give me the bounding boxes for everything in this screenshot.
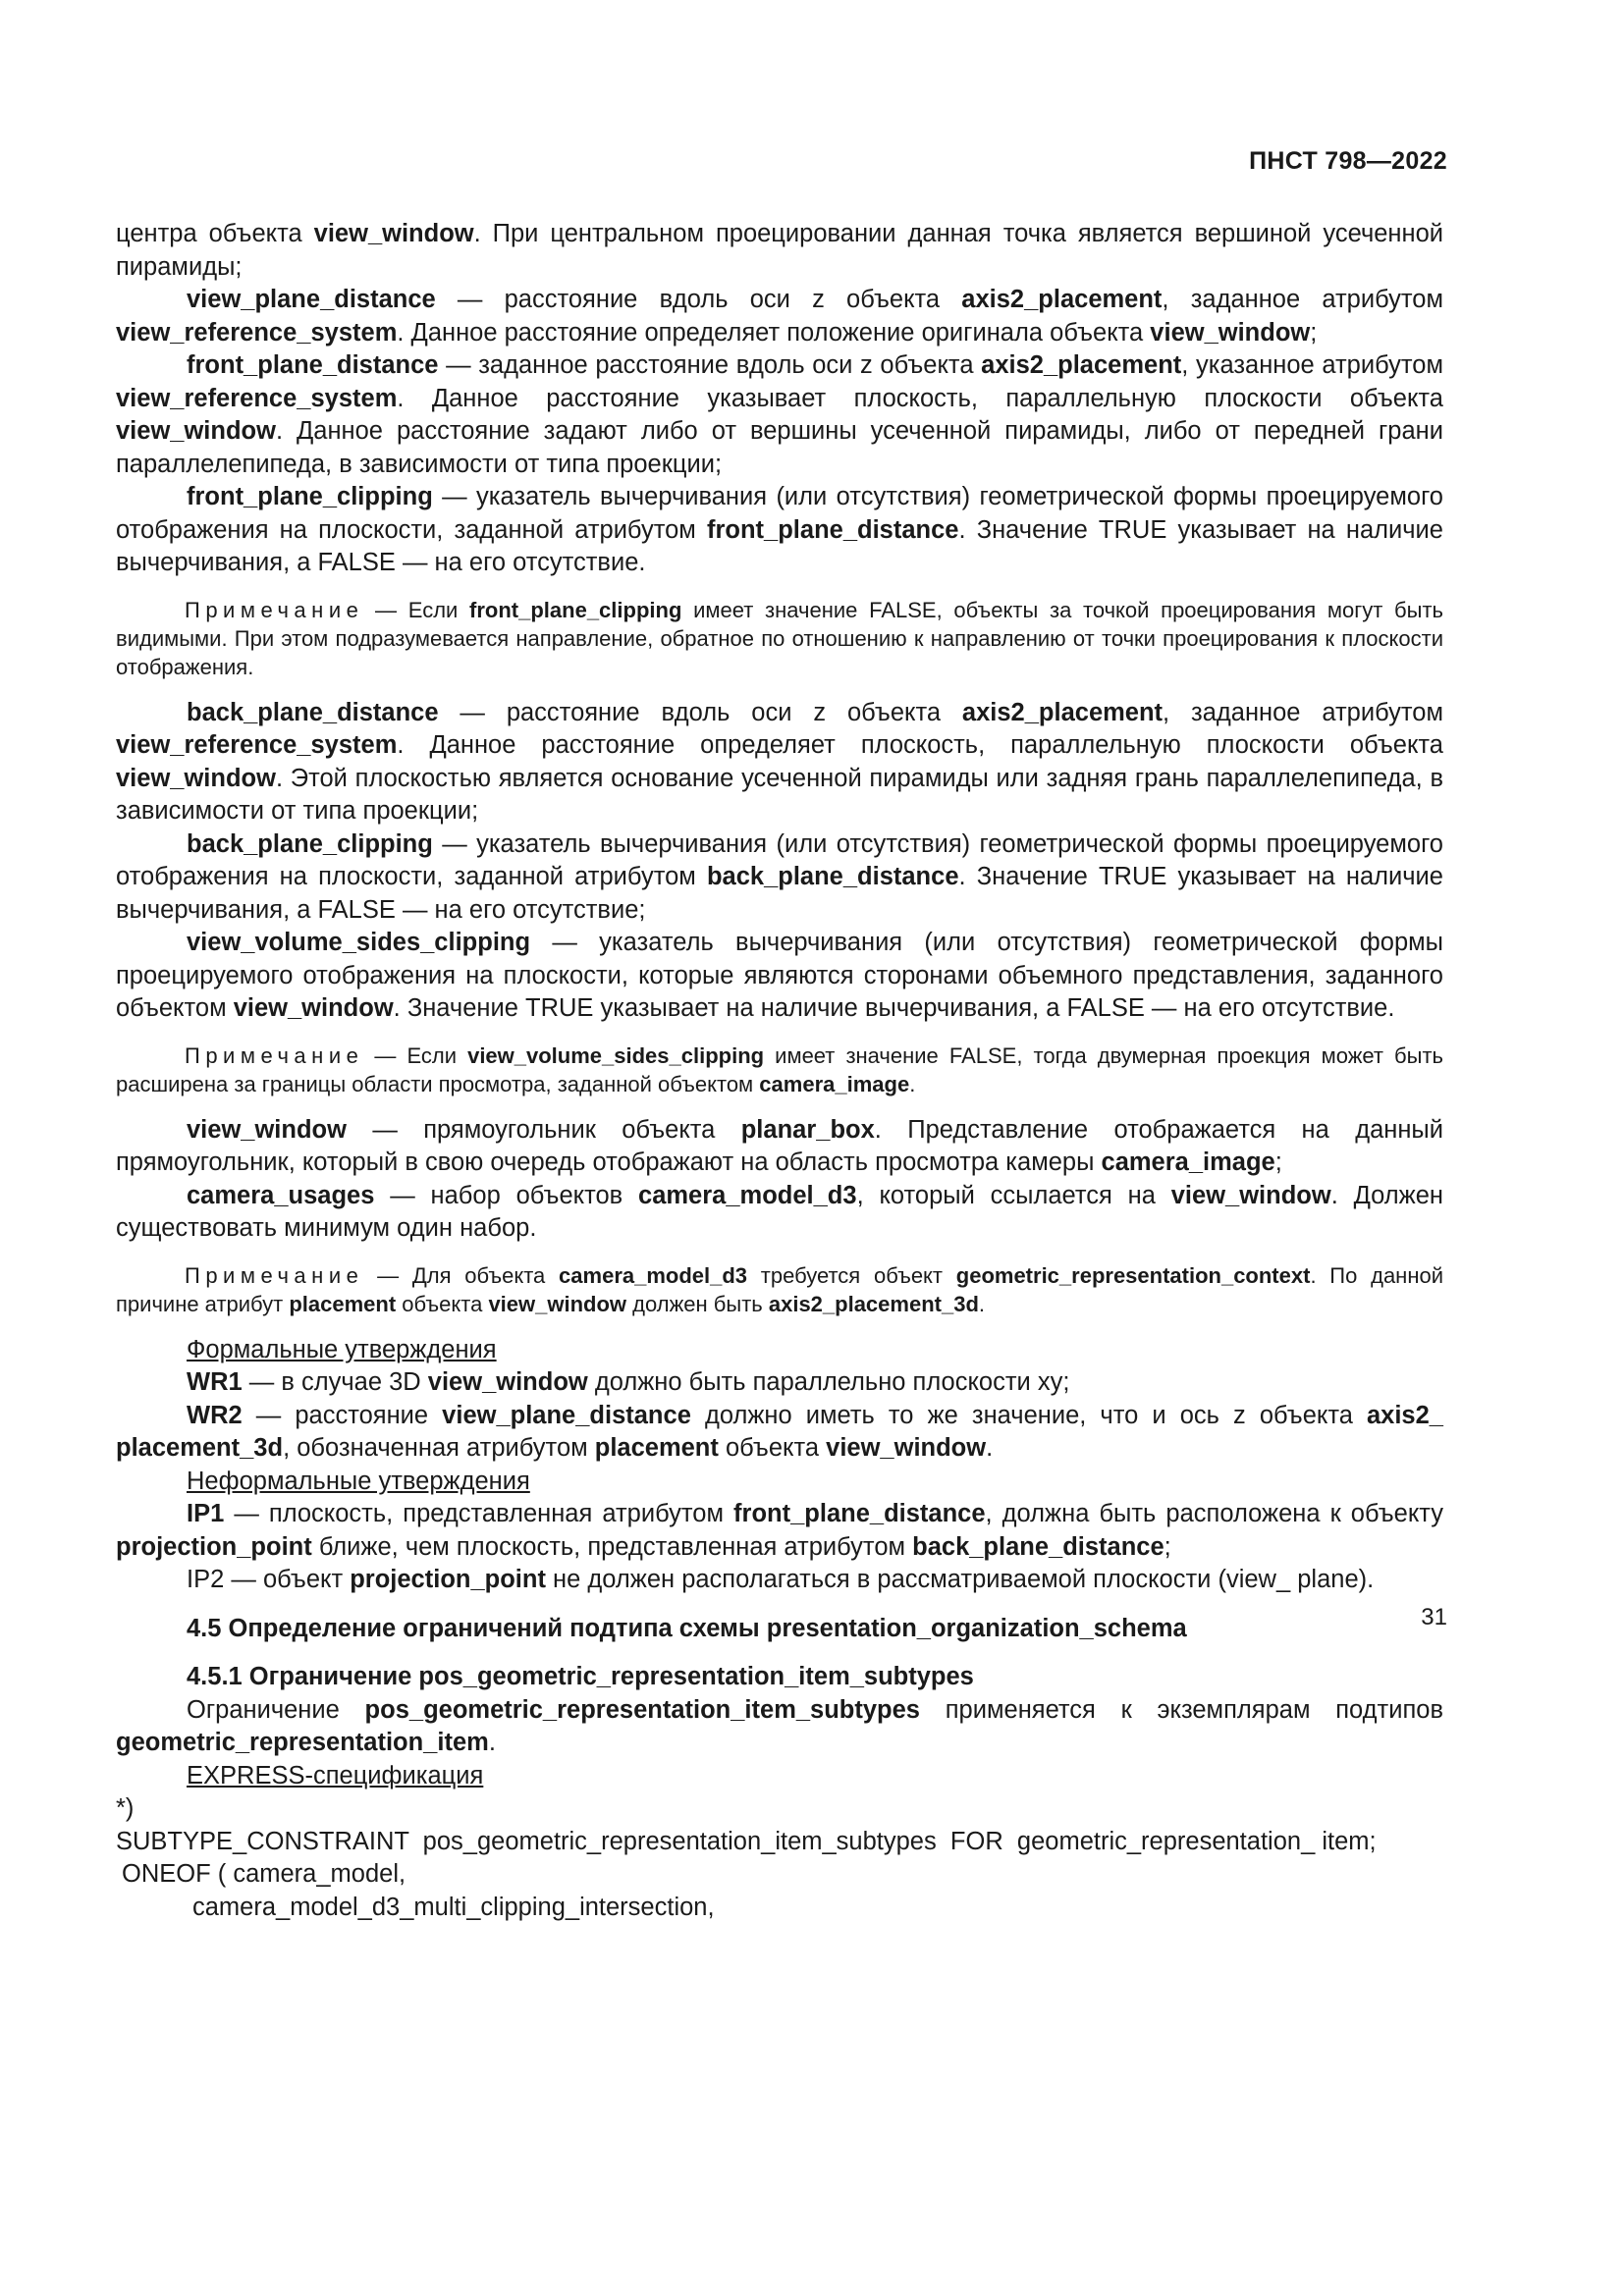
paragraph-front-plane-distance: front_plane_distance — заданное расстояние вдоль оси z объекта axis2_placement, указанное атрибутом view_reference_system. Данное расстояние указывает плоскость, параллельную плоскости объекта view_window. Данное расстояние задают либо от вершины усеченной пирамиды, либо от передней грани параллелепипеда, в зависимости от типа проекции; [116,351,1443,478]
express-spec-heading: EXPRESS-спецификация [187,1761,484,1789]
section-heading-4-5: 4.5 Определение ограничений подтипа схемы presentation_organization_schema [187,1614,1187,1642]
paragraph-continuation: центра объекта view_window. При центральном проецировании данная точка является вершиной усеченной пирамиды; [116,220,1444,281]
rule-wr1: WR1 — в случае 3D view_window должно быть параллельно плоскости xy; [187,1368,1070,1396]
section-heading-4-5-1: 4.5.1 Ограничение pos_geometric_representation_item_subtypes [187,1663,974,1690]
paragraph-constraint-description: Ограничение pos_geometric_representation_item_subtypes применяется к экземплярам подтипов geometric_representation_item. [116,1695,1443,1756]
page-number: 31 [1421,1604,1447,1630]
note-label: Примечание [185,1042,364,1068]
informal-statements-heading: Неформальные утверждения [187,1467,530,1495]
code-line-1: *) [116,1794,135,1822]
paragraph-view-volume-sides-clipping: view_volume_sides_clipping — указатель вычерчивания (или отсутствия) геометрической формы проецируемого отображения на плоскости, которые являются сторонами объемного представления, заданного объектом view_window. Значение TRUE указывает на наличие вычерчивания, а FALSE — на его отсутствие. [116,929,1443,1022]
note-2 [116,1041,1443,1098]
paragraph-front-plane-clipping: front_plane_clipping — указатель вычерчивания (или отсутствия) геометрической формы проецируемого отображения на плоскости, заданной атрибутом front_plane_distance. Значение TRUE указывает на наличие вычерчивания, а FALSE — на его отсутствие. [116,483,1443,576]
paragraph-back-plane-clipping: back_plane_clipping — указатель вычерчивания (или отсутствия) геометрической формы проецируемого отображения на плоскости, заданной атрибутом back_plane_distance. Значение TRUE указывает на наличие вычерчивания, а FALSE — на его отсутствие; [116,829,1443,924]
note-label: Примечание [185,1262,364,1288]
note-3 [116,1261,1443,1318]
code-line-4: camera_model_d3_multi_clipping_intersection, [192,1893,715,1921]
page-content [116,218,1443,1924]
note-text: — Для объекта camera_model_d3 требуется объект geometric_representation_context. По данной причине атрибут placement объекта view_window должен быть axis2_placement_3d. [116,1262,1443,1316]
standard-id: ПНСТ 798—2022 [1249,147,1447,175]
note-1 [116,596,1443,681]
paragraph-back-plane-distance: back_plane_distance — расстояние вдоль оси z объекта axis2_placement, заданное атрибутом view_reference_system. Данное расстояние определяет плоскость, параллельную плоскости объекта view_window. Этой плоскостью является основание усеченной пирамиды или задняя грань параллелепипеда, в зависимости от типа проекции; [116,698,1443,825]
formal-statements-heading: Формальные утверждения [187,1335,497,1363]
code-line-3: ONEOF ( camera_model, [122,1860,406,1888]
note-text: — Если view_volume_sides_clipping имеет значение FALSE, тогда двумерная проекция может быть расширена за границы области просмотра, заданной объектом camera_image. [116,1042,1444,1096]
code-line-2: SUBTYPE_CONSTRAINT pos_geometric_representation_item_subtypes FOR geometric_representation_ item; [116,1827,1377,1855]
paragraph-view-window: view_window — прямоугольник объекта planar_box. Представление отображается на данный прямоугольник, который в свою очередь отображают на область просмотра камеры camera_image; [116,1115,1443,1176]
note-label: Примечание [185,597,364,622]
proposition-ip1: IP1 — плоскость, представленная атрибутом front_plane_distance, должна быть расположена к объекту projection_point ближе, чем плоскость, представленная атрибутом back_plane_distance; [116,1500,1444,1561]
rule-wr2: WR2 — расстояние view_plane_distance должно иметь то же значение, что и ось z объекта axis2_ placement_3d, обозначенная атрибутом placement объекта view_window. [116,1401,1443,1462]
paragraph-camera-usages: camera_usages — набор объектов camera_model_d3, который ссылается на view_window. Должен существовать минимум один набор. [116,1181,1443,1242]
proposition-ip2: IP2 — объект projection_point не должен располагаться в рассматриваемой плоскости (view_ plane). [187,1566,1375,1593]
paragraph-view-plane-distance: view_plane_distance — расстояние вдоль оси z объекта axis2_placement, заданное атрибутом view_reference_system. Данное расстояние определяет положение оригинала объекта view_window; [116,286,1443,347]
note-text: — Если front_plane_clipping имеет значение FALSE, объекты за точкой проецирования могут быть видимыми. При этом подразумевается направление, обратное по отношению к направлению от точки проецирования к плоскости отображения. [116,597,1443,679]
